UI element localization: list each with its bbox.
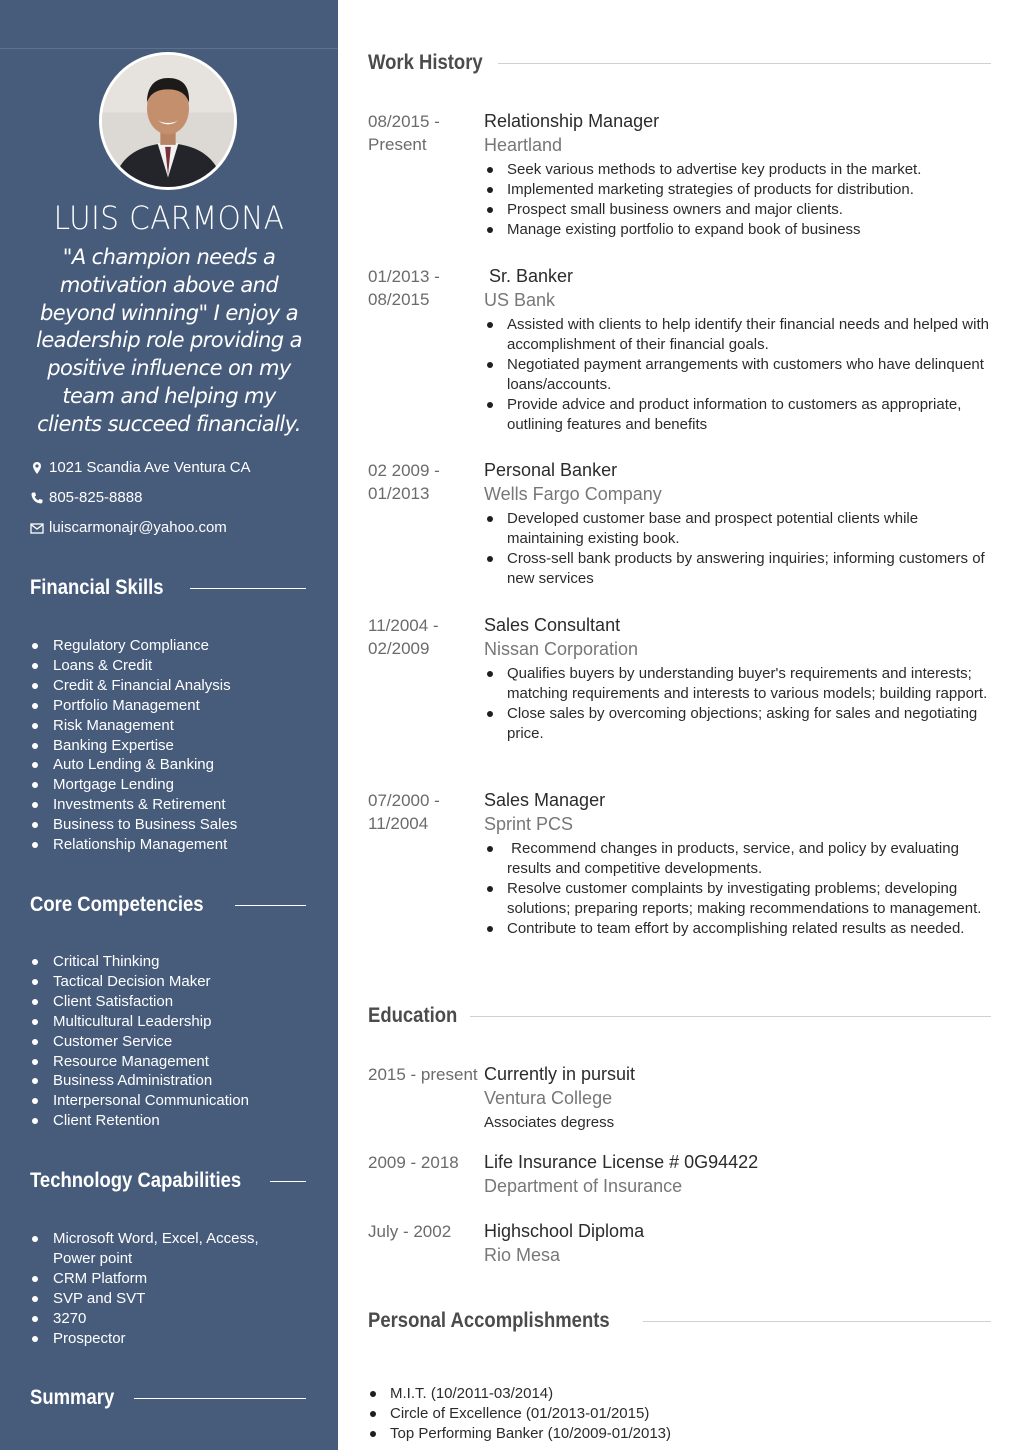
list-item: Investments & Retirement bbox=[30, 795, 237, 815]
job-company: Nissan Corporation bbox=[484, 639, 639, 659]
education-school: Department of Insurance bbox=[484, 1176, 683, 1196]
financial-skills-list bbox=[30, 636, 237, 855]
job-bullets bbox=[484, 509, 992, 589]
phone-text: 805-825-8888 bbox=[49, 489, 143, 506]
job-company: US Bank bbox=[484, 290, 556, 310]
list-item: Prospect small business owners and major clients. bbox=[484, 200, 992, 220]
list-item: Seek various methods to advertise key products in the market. bbox=[484, 160, 992, 180]
avatar bbox=[99, 52, 237, 190]
contact-phone bbox=[30, 489, 142, 506]
section-title: Personal Accomplishments bbox=[368, 1309, 610, 1332]
list-item: Critical Thinking bbox=[30, 952, 249, 972]
accomplishments-heading bbox=[368, 1309, 991, 1333]
list-item: 3270 bbox=[30, 1309, 280, 1329]
section-title: Education bbox=[368, 1004, 458, 1027]
profile-photo bbox=[102, 55, 234, 187]
section-title: Core Competencies bbox=[30, 893, 204, 916]
education-title: Life Insurance License # 0G94422 bbox=[484, 1152, 759, 1172]
address-text: 1021 Scandia Ave Ventura CA bbox=[49, 459, 251, 476]
list-item: Business to Business Sales bbox=[30, 815, 237, 835]
education-date: 2009 - 2018 bbox=[368, 1153, 459, 1172]
job-bullets bbox=[484, 160, 992, 240]
list-item: Negotiated payment arrangements with customers who have delinquent loans/accounts. bbox=[484, 355, 992, 395]
heading-rule bbox=[190, 588, 306, 589]
heading-rule bbox=[470, 1016, 991, 1017]
job-bullets bbox=[484, 315, 992, 434]
list-item: Assisted with clients to help identify their financial needs and helped with accomplishment of their financial goals. bbox=[484, 315, 992, 355]
list-item: Loans & Credit bbox=[30, 656, 237, 676]
list-item: Interpersonal Communication bbox=[30, 1091, 249, 1111]
job-company: Wells Fargo Company bbox=[484, 484, 662, 504]
section-title: Work History bbox=[368, 51, 483, 74]
contact-address bbox=[30, 459, 251, 476]
list-item: Mortgage Lending bbox=[30, 775, 237, 795]
core-competencies-list bbox=[30, 952, 249, 1131]
job-bullets bbox=[484, 839, 992, 939]
job-title: Sr. Banker bbox=[484, 266, 574, 286]
list-item: Circle of Excellence (01/2013-01/2015) bbox=[368, 1404, 671, 1424]
list-item: Manage existing portfolio to expand book of business bbox=[484, 220, 992, 240]
list-item: Client Retention bbox=[30, 1111, 249, 1131]
heading-rule bbox=[134, 1398, 306, 1399]
heading-rule bbox=[270, 1181, 306, 1182]
job-date: 08/2015 - Present bbox=[368, 112, 440, 154]
section-title: Technology Capabilities bbox=[30, 1169, 242, 1192]
list-item: Risk Management bbox=[30, 716, 237, 736]
list-item: Provide advice and product information to customers as appropriate, outlining features and benefits bbox=[484, 395, 992, 435]
list-item: Auto Lending & Banking bbox=[30, 755, 237, 775]
summary-heading bbox=[30, 1386, 306, 1410]
envelope-icon bbox=[30, 521, 44, 535]
phone-icon bbox=[30, 491, 44, 505]
list-item: Tactical Decision Maker bbox=[30, 972, 249, 992]
job-bullets bbox=[484, 664, 992, 744]
core-competencies-heading bbox=[30, 893, 306, 917]
technology-list bbox=[30, 1229, 280, 1348]
list-item: Resolve customer complaints by investigating problems; developing solutions; preparing reports; making recommendations to management. bbox=[484, 879, 992, 919]
main-content bbox=[338, 0, 1024, 1450]
job-company: Sprint PCS bbox=[484, 814, 574, 834]
list-item: Developed customer base and prospect potential clients while maintaining existing book. bbox=[484, 509, 992, 549]
list-item: Close sales by overcoming objections; asking for sales and negotiating price. bbox=[484, 704, 992, 744]
list-item: CRM Platform bbox=[30, 1269, 280, 1289]
list-item: Implemented marketing strategies of products for distribution. bbox=[484, 180, 992, 200]
education-date: 2015 - present bbox=[368, 1065, 478, 1084]
list-item: Customer Service bbox=[30, 1032, 249, 1052]
email-link[interactable]: luiscarmonajr@yahoo.com bbox=[49, 519, 227, 536]
list-item: Business Administration bbox=[30, 1071, 249, 1091]
list-item: Resource Management bbox=[30, 1052, 249, 1072]
list-item: M.I.T. (10/2011-03/2014) bbox=[368, 1384, 671, 1404]
financial-skills-heading bbox=[30, 576, 306, 600]
list-item: Prospector bbox=[30, 1329, 280, 1349]
list-item: Relationship Management bbox=[30, 835, 237, 855]
map-pin-icon bbox=[30, 461, 44, 475]
list-item: Regulatory Compliance bbox=[30, 636, 237, 656]
job-title: Personal Banker bbox=[484, 460, 618, 480]
job-title: Relationship Manager bbox=[484, 111, 660, 131]
education-title: Currently in pursuit bbox=[484, 1064, 636, 1084]
job-date: 07/2000 - 11/2004 bbox=[368, 791, 440, 833]
education-title: Highschool Diploma bbox=[484, 1221, 645, 1241]
list-item: Credit & Financial Analysis bbox=[30, 676, 237, 696]
profile-quote: "A champion needs a motivation above and beyond winning" I enjoy a leadership role providing a positive influence on my team and helping my clients succeed financially. bbox=[36, 245, 302, 436]
list-item: Portfolio Management bbox=[30, 696, 237, 716]
list-item: Microsoft Word, Excel, Access, Power point bbox=[30, 1229, 280, 1269]
education-school: Rio Mesa bbox=[484, 1245, 561, 1265]
heading-rule bbox=[498, 63, 991, 64]
section-title: Summary bbox=[30, 1386, 115, 1409]
contact-email[interactable] bbox=[30, 519, 227, 536]
section-title: Financial Skills bbox=[30, 576, 164, 599]
job-title: Sales Consultant bbox=[484, 615, 621, 635]
technology-heading bbox=[30, 1169, 306, 1193]
list-item: Top Performing Banker (10/2009-01/2013) bbox=[368, 1424, 671, 1444]
list-item: Contribute to team effort by accomplishing related results as needed. bbox=[484, 919, 992, 939]
education-school: Ventura College bbox=[484, 1088, 613, 1108]
list-item: Cross-sell bank products by answering inquiries; informing customers of new services bbox=[484, 549, 992, 589]
job-title: Sales Manager bbox=[484, 790, 606, 810]
heading-rule bbox=[643, 1321, 991, 1322]
heading-rule bbox=[235, 905, 306, 906]
list-item: Banking Expertise bbox=[30, 736, 237, 756]
list-item: SVP and SVT bbox=[30, 1289, 280, 1309]
list-item: Recommend changes in products, service, and policy by evaluating results and competitive developments. bbox=[484, 839, 992, 879]
sidebar bbox=[0, 0, 338, 1450]
list-item: Client Satisfaction bbox=[30, 992, 249, 1012]
list-item: Qualifies buyers by understanding buyer's requirements and interests; matching requirements and interests to various models; building rapport. bbox=[484, 664, 992, 704]
job-date: 02 2009 - 01/2013 bbox=[368, 461, 440, 503]
accomplishments-list bbox=[368, 1384, 671, 1444]
education-date: July - 2002 bbox=[368, 1222, 452, 1241]
education-heading bbox=[368, 1004, 991, 1028]
job-company: Heartland bbox=[484, 135, 563, 155]
education-note: Associates degress bbox=[484, 1114, 615, 1131]
job-date: 11/2004 - 02/2009 bbox=[368, 616, 439, 658]
work-history-heading bbox=[368, 51, 991, 75]
job-date: 01/2013 - 08/2015 bbox=[368, 267, 440, 309]
list-item: Multicultural Leadership bbox=[30, 1012, 249, 1032]
top-divider bbox=[0, 48, 338, 49]
candidate-name: LUIS CARMONA bbox=[53, 199, 285, 237]
